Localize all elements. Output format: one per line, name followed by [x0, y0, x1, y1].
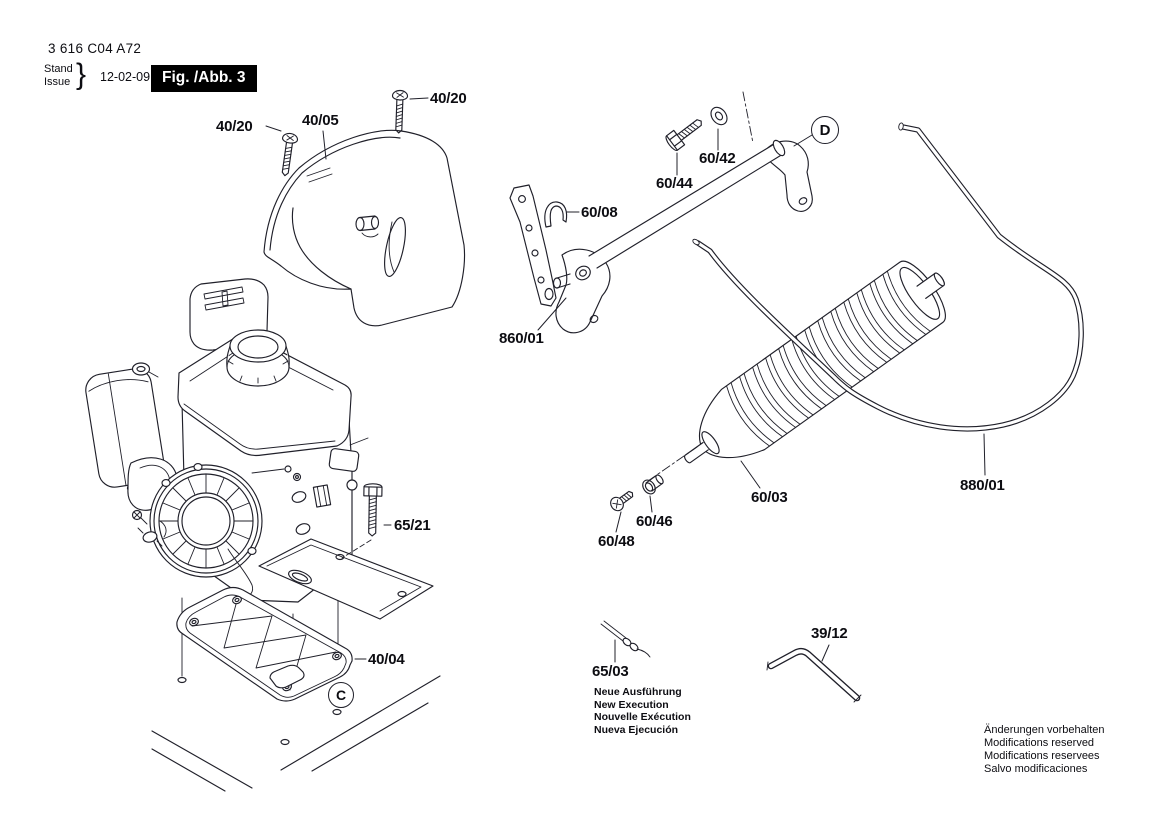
note-line-es: Nueva Ejecución	[594, 723, 679, 736]
hex-key-drawing	[767, 651, 861, 702]
part-label-60-03: 60/03	[751, 489, 788, 506]
roller-drawing	[664, 248, 963, 491]
mod-line-fr: Modifications reservees	[984, 750, 1100, 762]
part-label-60-08: 60/08	[581, 204, 618, 221]
brace-glyph: }	[76, 58, 87, 91]
mod-line-en: Modifications reserved	[984, 737, 1095, 749]
part-label-40-05: 40/05	[302, 112, 339, 129]
view-marker-c: C	[328, 682, 354, 708]
part-label-65-21: 65/21	[394, 517, 431, 534]
view-marker-d: D	[811, 116, 839, 144]
part-label-60-46: 60/46	[636, 513, 673, 530]
engine-drawing	[83, 279, 433, 619]
part-label-39-12: 39/12	[811, 625, 848, 642]
part-label-880-01: 880/01	[960, 477, 1005, 494]
belt-cover-drawing	[264, 130, 465, 325]
part-label-40-20-left: 40/20	[216, 118, 253, 135]
figure-number-badge: Fig. /Abb. 3	[151, 65, 257, 92]
issue-label: Issue	[44, 75, 71, 88]
part-label-40-20-right: 40/20	[430, 90, 467, 107]
mod-line-es: Salvo modificaciones	[984, 763, 1088, 775]
stand-issue-label	[44, 63, 73, 88]
part-label-65-03: 65/03	[592, 663, 629, 680]
axle-bar-assembly-drawing	[510, 92, 812, 333]
new-execution-note	[594, 686, 691, 736]
type-number: 3 616 C04 A72	[48, 41, 142, 56]
modifications-note	[984, 724, 1104, 776]
cable-pin-drawing	[601, 621, 650, 657]
stand-label: Stand	[44, 63, 73, 75]
screw-40-20-left-drawing	[277, 133, 298, 177]
part-label-60-44: 60/44	[656, 175, 693, 192]
part-label-60-42: 60/42	[699, 150, 736, 167]
base-plate-drawing	[177, 588, 352, 702]
note-line-fr: Nouvelle Exécution	[594, 711, 691, 723]
part-label-40-04: 40/04	[368, 651, 405, 668]
part-label-860-01: 860/01	[499, 330, 544, 347]
note-line-en: New Execution	[594, 698, 669, 711]
note-line-de: Neue Ausführung	[594, 686, 682, 698]
screw-40-20-right-drawing	[391, 90, 407, 133]
part-label-60-48: 60/48	[598, 533, 635, 550]
mod-line-de: Änderungen vorbehalten	[984, 724, 1105, 736]
issue-date: 12-02-09	[100, 70, 151, 84]
roller-fasteners-drawing	[608, 447, 697, 513]
